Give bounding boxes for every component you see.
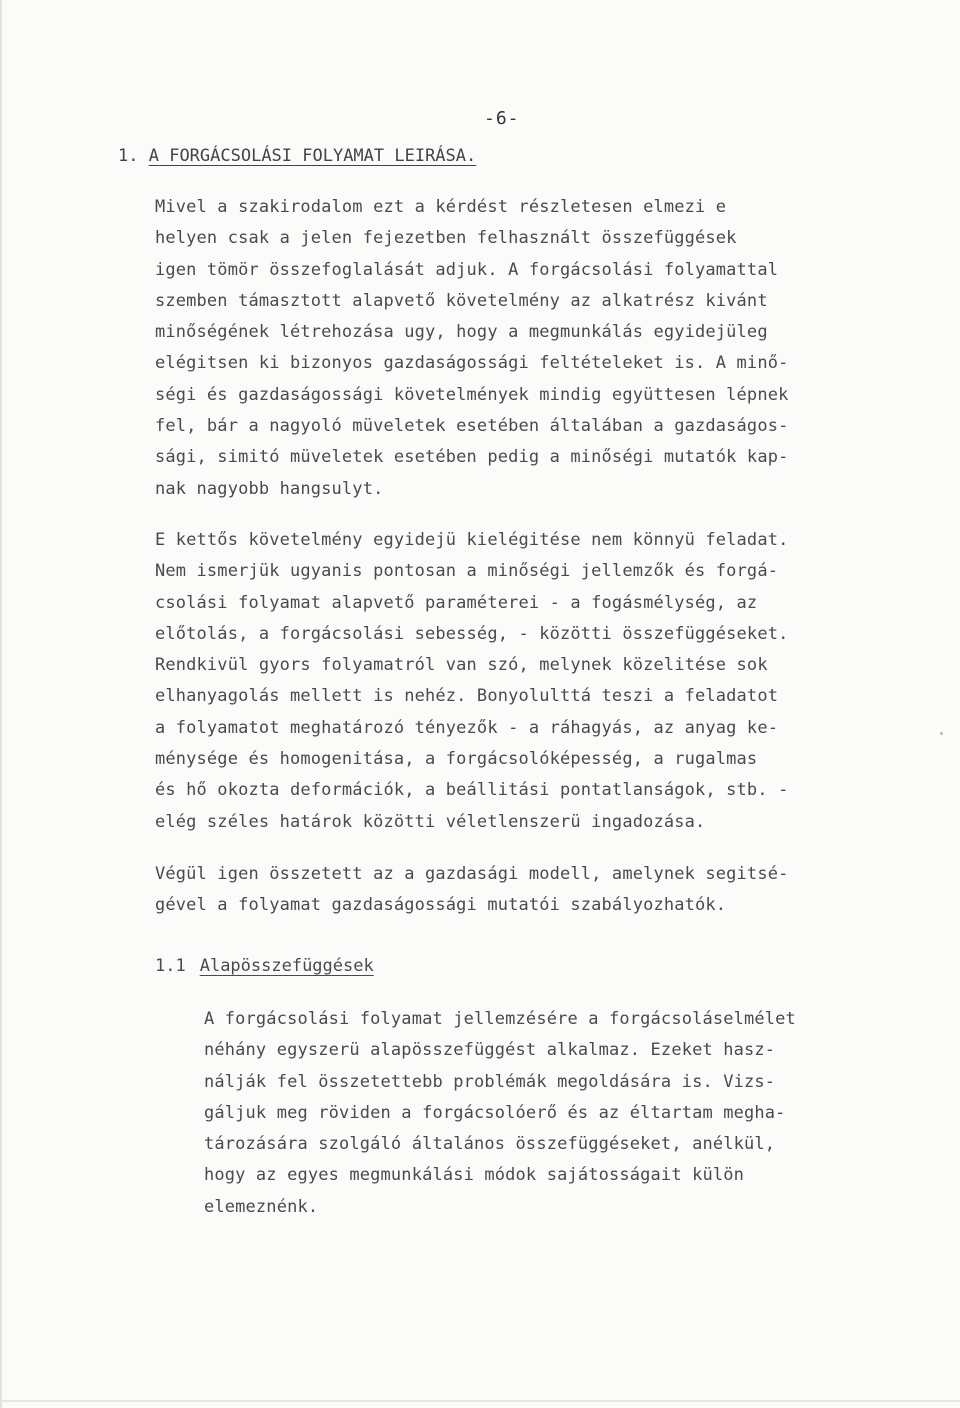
paragraph-line: E kettős követelmény egyidejü kielégitése nem könnyü feladat.	[155, 530, 789, 550]
paragraph-line: igen tömör összefoglalását adjuk. A forgácsolási folyamattal	[155, 259, 779, 280]
paragraph-line: Nem ismerjük ugyanis pontosan a minőségi jellemzők és forgá-	[155, 561, 779, 582]
paragraph-line: Rendkivül gyors folyamatról van szó, melynek közelitése sok	[155, 655, 768, 676]
paragraph-line: sági, simitó müveletek esetében pedig a minőségi mutatók kap-	[155, 447, 789, 468]
section-heading	[118, 146, 476, 166]
paragraph-line: elég széles határok közötti véletlenszerü ingadozása.	[155, 811, 706, 832]
paragraph-line: csolási folyamat alapvető paraméterei - a fogásmélység, az	[155, 592, 758, 613]
subsection-heading-number: 1.1	[155, 956, 186, 976]
page-number: -6-	[484, 108, 520, 129]
paragraph-2	[155, 525, 788, 838]
paragraph-line: és hő okozta deformációk, a beállitási pontatlanságok, stb. -	[155, 780, 789, 801]
paragraph-1	[155, 192, 788, 505]
paragraph-line: minőségének létrehozása ugy, hogy a megmunkálás egyidejüleg	[155, 322, 768, 343]
paragraph-line: előtolás, a forgácsolási sebesség, - közötti összefüggéseket.	[155, 623, 789, 644]
paragraph-line: nálják fel összetettebb problémák megoldására is. Vizs-	[204, 1071, 776, 1092]
paragraph-line: gáljuk meg röviden a forgácsolóerő és az éltartam megha-	[204, 1102, 786, 1123]
paragraph-line: nak nagyobb hangsulyt.	[155, 478, 384, 499]
paragraph-line: ségi és gazdaságossági követelmények mindig együttesen lépnek	[155, 384, 789, 405]
paragraph-line: néhány egyszerü alapösszefüggést alkalmaz. Ezeket hasz-	[204, 1040, 776, 1061]
paragraph-line: Mivel a szakirodalom ezt a kérdést részletesen elmezi e	[155, 197, 727, 217]
paragraph-line: ménysége és homogenitása, a forgácsolóképesség, a rugalmas	[155, 749, 758, 770]
paragraph-3	[155, 859, 788, 922]
paragraph-line: szemben támasztott alapvető követelmény az alkatrész kivánt	[155, 290, 768, 311]
paragraph-line: elemeznénk.	[204, 1196, 319, 1217]
subsection-paragraph	[204, 1004, 796, 1223]
paragraph-line: A forgácsolási folyamat jellemzésére a forgácsoláselmélet	[204, 1009, 796, 1029]
subsection-heading-title: Alapösszefüggések	[199, 956, 374, 976]
paragraph-line: gével a folyamat gazdaságossági mutatói szabályozhatók.	[155, 895, 727, 916]
paragraph-line: a folyamatot meghatározó tényezők - a ráhagyás, az anyag ke-	[155, 717, 779, 738]
paragraph-line: tározására szolgáló általános összefüggéseket, anélkül,	[204, 1134, 776, 1155]
scan-dot-mark	[940, 732, 943, 735]
scan-edge-bottom	[0, 1400, 960, 1402]
section-heading-title: A FORGÁCSOLÁSI FOLYAMAT LEIRÁSA.	[148, 146, 477, 166]
subsection-heading	[155, 956, 374, 976]
paragraph-line: elhanyagolás mellett is nehéz. Bonyolulttá teszi a feladatot	[155, 686, 779, 707]
paragraph-line: Végül igen összetett az a gazdasági modell, amelynek segitsé-	[155, 864, 789, 884]
paragraph-line: elégitsen ki bizonyos gazdaságossági feltételeket is. A minő-	[155, 353, 789, 374]
scan-edge-left	[0, 0, 2, 1408]
section-heading-number: 1.	[118, 146, 139, 166]
paragraph-line: fel, bár a nagyoló müveletek esetében általában a gazdaságos-	[155, 416, 789, 437]
paragraph-line: hogy az egyes megmunkálási módok sajátosságait külön	[204, 1165, 745, 1186]
paragraph-line: helyen csak a jelen fejezetben felhasznált összefüggések	[155, 228, 737, 249]
